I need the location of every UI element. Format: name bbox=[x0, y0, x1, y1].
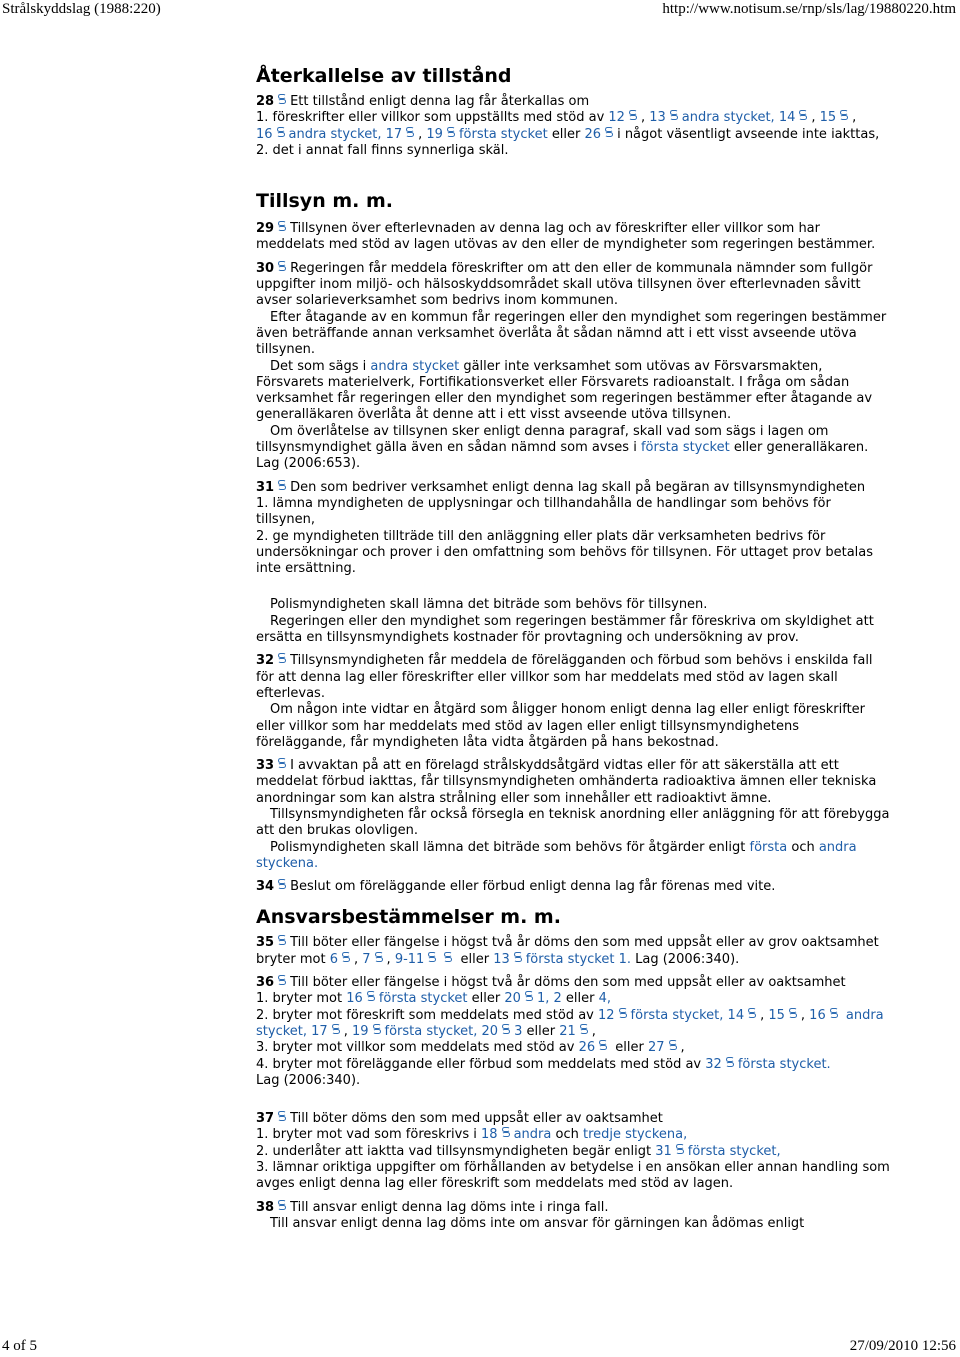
paragraph-31-stycke-2: Polismyndigheten skall lämna det biträde som behövs för tillsynen. bbox=[270, 597, 708, 613]
footer-timestamp: 27/09/2010 12:56 bbox=[849, 1338, 956, 1354]
ref-17[interactable]: 17 bbox=[385, 126, 403, 142]
paragraph-number: 28 bbox=[256, 94, 275, 109]
ref-20-3[interactable]: 3 bbox=[514, 1023, 523, 1039]
paragraph-number: 38 bbox=[256, 1199, 275, 1215]
paragraph-31-stycke-3: Regeringen eller den myndighet som regeringen bestämmer får föreskriva om skyldighet att ersätta en tillsynsmyndighets kostnader för provtagning och undersökning av prov. bbox=[256, 613, 874, 646]
paragraph-30: 30 Regeringen får meddela föreskrifter om att den eller de kommunala nämnder som fullgör uppgifter inom miljö- och hälsoskyddsområdet skall utöva tillsynen över efterlevnaden såvitt avser solarieverksamhet som bedrivs inom kommunen. bbox=[256, 260, 873, 309]
section-sign-icon bbox=[427, 952, 437, 964]
section-sign-icon bbox=[501, 1127, 511, 1139]
ref-9-11[interactable]: 9-11 bbox=[394, 951, 425, 967]
section-sign-icon bbox=[277, 94, 287, 106]
paragraph-30-stycke-3: Det som sägs i andra stycket gäller inte verksamhet som utövas av Försvarsmakten, Försvarets materielverk, Fortifikationsverket eller Försvarets radioanstalt. I fråga om sådan verksamhet får regeringen eller den myndighet som regeringen bestämmer efter åtagande av generalläkaren överlåta åt denne att i ett visst avseende utöva tillsynen. bbox=[256, 358, 873, 423]
ref-16[interactable]: 16 bbox=[809, 1007, 826, 1023]
section-sign-icon bbox=[372, 1024, 382, 1036]
ref-13[interactable]: 13 bbox=[493, 951, 510, 967]
ref-7[interactable]: 7 bbox=[362, 951, 371, 967]
ref-20[interactable]: 20 bbox=[481, 1023, 499, 1039]
section-sign-icon bbox=[618, 1008, 628, 1020]
paragraph-number: 31 bbox=[256, 479, 275, 495]
ref-19[interactable]: 19 bbox=[351, 1023, 369, 1039]
ref-18-andra[interactable]: andra bbox=[513, 1127, 552, 1143]
ref-26[interactable]: 26 bbox=[578, 1040, 596, 1056]
ref-14[interactable]: 14 bbox=[727, 1007, 745, 1023]
ref-19-forsta-stycket[interactable]: första stycket bbox=[458, 126, 548, 142]
section-sign-icon bbox=[524, 991, 534, 1003]
ref-16[interactable]: 16 bbox=[256, 126, 273, 142]
ref-26[interactable]: 26 bbox=[584, 126, 602, 142]
paragraph-38: 38 Till ansvar enligt denna lag döms inte i ringa fall. bbox=[256, 1199, 609, 1215]
section-sign-icon bbox=[277, 879, 287, 891]
ref-13-andra-stycket[interactable]: andra stycket, bbox=[681, 110, 775, 126]
section-sign-icon bbox=[725, 1057, 735, 1069]
paragraph-32-stycke-2: Om någon inte vidtar en åtgärd som åligger honom enligt denna lag eller enligt föreskrifter eller villkor som har meddelats med stöd av lagen eller enligt tillsynsmyndighetens föreläggande, får myndigheten låta vidta åtgärden på hans bekostnad. bbox=[256, 702, 866, 750]
section-sign-icon bbox=[277, 1111, 287, 1123]
section-sign-icon bbox=[675, 1144, 685, 1156]
heading-aterkallelse: Återkallelse av tillstånd bbox=[256, 65, 512, 87]
paragraph-32: 32 Tillsynsmyndigheten får meddela de förelägganden och förbud som behövs i enskilda fall för att denna lag eller föreskrifter eller villkor som har meddelats med stöd av lagen skall efterlevas. bbox=[256, 653, 873, 701]
section-sign-icon bbox=[374, 952, 384, 964]
section-sign-icon bbox=[579, 1024, 589, 1036]
ref-19-forsta-stycket[interactable]: första stycket, bbox=[384, 1023, 478, 1039]
section-sign-icon bbox=[405, 127, 415, 139]
paragraph-36: 36 Till böter eller fängelse i högst två år döms den som med uppsåt eller av oaktsamhet 1. bryter mot 16 första stycket eller 20 1, 2 eller 4, 2. bryter mot föreskrift som meddelats med stöd av 12 första stycket, 14 , 15 , 16 andra stycket, 17 , 19 första stycket, 20 3 eller 21 , 3. bryter mot villkor som meddelats med stöd av 26 eller 27 , 4. bryter mot föreläggande eller förbud som meddelats med stöd av 32 första stycket. Lag (2006:340). bbox=[256, 975, 884, 1088]
print-header bbox=[0, 0, 960, 20]
ref-21[interactable]: 21 bbox=[559, 1023, 576, 1039]
ref-12-forsta-stycket[interactable]: första stycket, bbox=[630, 1007, 724, 1023]
section-sign-icon bbox=[277, 1200, 287, 1212]
ref-20[interactable]: 20 bbox=[504, 991, 521, 1007]
ref-18-tredje-styckena[interactable]: tredje styckena, bbox=[582, 1127, 688, 1143]
section-sign-icon bbox=[277, 653, 287, 665]
paragraph-30-stycke-4: Om överlåtelse av tillsynen sker enligt denna paragraf, skall vad som sägs i lagen om tillsynsmyndighet gälla även en sådan nämnd som avses i första stycket eller generalläkaren. Lag (2006:653). bbox=[256, 423, 869, 472]
section-sign-icon bbox=[443, 952, 453, 964]
ref-16-forsta-stycket[interactable]: första stycket bbox=[378, 991, 468, 1007]
ref-32[interactable]: 32 bbox=[705, 1056, 722, 1072]
section-sign-icon bbox=[366, 991, 376, 1003]
section-sign-icon bbox=[446, 127, 456, 139]
paragraph-38-stycke-2: Till ansvar enligt denna lag döms inte om ansvar för gärningen kan ådömas enligt bbox=[270, 1215, 805, 1231]
ref-17[interactable]: 17 bbox=[311, 1023, 328, 1039]
paragraph-35: 35 Till böter eller fängelse i högst två år döms den som med uppsåt eller av grov oaktsamhet bryter mot 6 , 7 , 9-11 eller 13 första stycket 1. Lag (2006:340). bbox=[256, 935, 879, 967]
paragraph-number: 36 bbox=[256, 975, 275, 991]
ref-19[interactable]: 19 bbox=[426, 126, 443, 142]
paragraph-30-stycke-2: Efter åtagande av en kommun får regeringen eller den myndighet som regeringen bestämmer även beträffande annan verksamhet överlåta åt sådan nämnd att i ett visst avseende utöva tillsynen. bbox=[256, 309, 887, 358]
section-sign-icon bbox=[669, 110, 679, 122]
paragraph-number: 34 bbox=[256, 879, 275, 895]
print-footer bbox=[0, 1337, 960, 1357]
ref-6[interactable]: 6 bbox=[329, 951, 338, 967]
paragraph-31: 31 Den som bedriver verksamhet enligt denna lag skall på begäran av tillsynsmyndigheten 1. lämna myndigheten de upplysningar och tillhandahålla de handlingar som behövs för tillsynen, 2. ge myndigheten tillträde till den anläggning eller plats där verksamheten bedrivs för undersökningar och prover i den omfattning som behövs för tillsynen. För uttaget prov betalas inte ersättning. bbox=[256, 479, 874, 577]
ref-31-forsta-stycket[interactable]: första stycket, bbox=[687, 1143, 781, 1159]
section-sign-icon bbox=[598, 1040, 608, 1052]
header-url: http://www.notisum.se/rnp/sls/lag/19880220.htm bbox=[662, 1, 956, 17]
paragraph-number: 37 bbox=[256, 1111, 275, 1127]
paragraph-number: 33 bbox=[256, 758, 275, 774]
ref-15[interactable]: 15 bbox=[819, 110, 837, 126]
ref-andra-styckena[interactable]: andra styckena. bbox=[256, 839, 857, 871]
ref-15[interactable]: 15 bbox=[768, 1007, 785, 1023]
section-sign-icon bbox=[277, 261, 287, 273]
ref-32-forsta-stycket[interactable]: första stycket. bbox=[737, 1056, 831, 1072]
ref-18[interactable]: 18 bbox=[481, 1127, 498, 1143]
section-sign-icon bbox=[277, 758, 287, 770]
section-sign-icon bbox=[276, 127, 286, 139]
section-sign-icon bbox=[277, 975, 287, 987]
ref-16[interactable]: 16 bbox=[346, 991, 363, 1007]
paragraph-number: 32 bbox=[256, 653, 275, 669]
section-sign-icon bbox=[513, 952, 523, 964]
paragraph-37: 37 Till böter döms den som med uppsåt eller av oaktsamhet 1. bryter mot vad som föreskrivs i 18 andra och tredje styckena, 2. underlåter att iaktta vad tillsynsmyndigheten begär enligt 31 första stycket, 3. lämnar oriktiga uppgifter om förhållanden av betydelse i en ansökan eller annan handling som avges enligt denna lag eller föreskrift som meddelats med stöd av lagen. bbox=[256, 1111, 890, 1192]
ref-31[interactable]: 31 bbox=[655, 1143, 672, 1159]
ref-14[interactable]: 14 bbox=[778, 110, 796, 126]
ref-andra-stycket[interactable]: andra stycket bbox=[370, 358, 460, 374]
ref-12[interactable]: 12 bbox=[608, 110, 625, 126]
paragraph-33-stycke-2: Tillsynsmyndigheten får också försegla en teknisk anordning eller anläggning för att förebygga att den brukas olovligen. bbox=[256, 806, 890, 839]
document-body bbox=[256, 64, 892, 1232]
section-sign-icon bbox=[331, 1024, 341, 1036]
ref-16-andra-stycket[interactable]: andra stycket, bbox=[256, 1007, 884, 1039]
section-sign-icon bbox=[277, 480, 287, 492]
section-sign-icon bbox=[341, 952, 351, 964]
ref-16-andra-stycket[interactable]: andra stycket, bbox=[288, 126, 382, 142]
ref-13-forsta-stycket-1[interactable]: första stycket 1. bbox=[525, 951, 631, 967]
paragraph-number: 30 bbox=[256, 260, 275, 276]
header-document-title: Strålskyddslag (1988:220) bbox=[2, 1, 161, 17]
section-sign-icon bbox=[839, 110, 849, 122]
footer-page-number: 4 of 5 bbox=[2, 1338, 37, 1354]
ref-27[interactable]: 27 bbox=[648, 1040, 665, 1056]
paragraph-34: 34 Beslut om föreläggande eller förbud enligt denna lag får förenas med vite. bbox=[256, 879, 776, 895]
heading-ansvar: Ansvarsbestämmelser m. m. bbox=[256, 906, 561, 929]
ref-20-4[interactable]: 4, bbox=[598, 991, 612, 1007]
paragraph-number: 35 bbox=[256, 935, 275, 951]
section-sign-icon bbox=[628, 110, 638, 122]
ref-20-1[interactable]: 1, bbox=[536, 991, 550, 1007]
section-sign-icon bbox=[277, 935, 287, 947]
section-sign-icon bbox=[604, 127, 614, 139]
section-sign-icon bbox=[788, 1008, 798, 1020]
section-sign-icon bbox=[668, 1040, 678, 1052]
ref-forsta-stycket[interactable]: första stycket bbox=[640, 440, 730, 456]
section-sign-icon bbox=[747, 1008, 757, 1020]
heading-tillsyn: Tillsyn m. m. bbox=[256, 190, 393, 213]
section-sign-icon bbox=[277, 221, 287, 233]
section-sign-icon bbox=[501, 1024, 511, 1036]
ref-forsta[interactable]: första bbox=[749, 839, 788, 855]
ref-12[interactable]: 12 bbox=[598, 1007, 615, 1023]
ref-20-2[interactable]: 2 bbox=[553, 991, 562, 1007]
paragraph-28: 28 Ett tillstånd enligt denna lag får återkallas om 1. föreskrifter eller villkor som uppställts med stöd av 12 , 13 andra stycket, 14 , 15 , 16 andra stycket, 17 , 19 första stycket eller 26 i något väsentligt avseende inte iakttas, 2. det i annat fall finns synnerliga skäl. bbox=[256, 94, 880, 158]
ref-13[interactable]: 13 bbox=[649, 110, 666, 126]
paragraph-33: 33 I avvaktan på att en förelagd strålskyddsåtgärd vidtas eller för att säkerställa att ett meddelat förbud iakttas, får tillsynsmyndigheten omhänderta radioaktiva ämnen eller tekniska anordningar som kan alstra strålning eller som innehåller ett radioaktivt ämne. bbox=[256, 758, 877, 806]
paragraph-29: 29 Tillsynen över efterlevnaden av denna lag och av föreskrifter eller villkor som har meddelats med stöd av lagen utövas av den eller de myndigheter som regeringen bestämmer. bbox=[256, 221, 876, 253]
paragraph-33-stycke-3: Polismyndigheten skall lämna det biträde som behövs för åtgärder enligt första och andra styckena. bbox=[256, 839, 857, 871]
paragraph-number: 29 bbox=[256, 221, 275, 237]
section-sign-icon bbox=[798, 110, 808, 122]
section-sign-icon bbox=[829, 1008, 839, 1020]
